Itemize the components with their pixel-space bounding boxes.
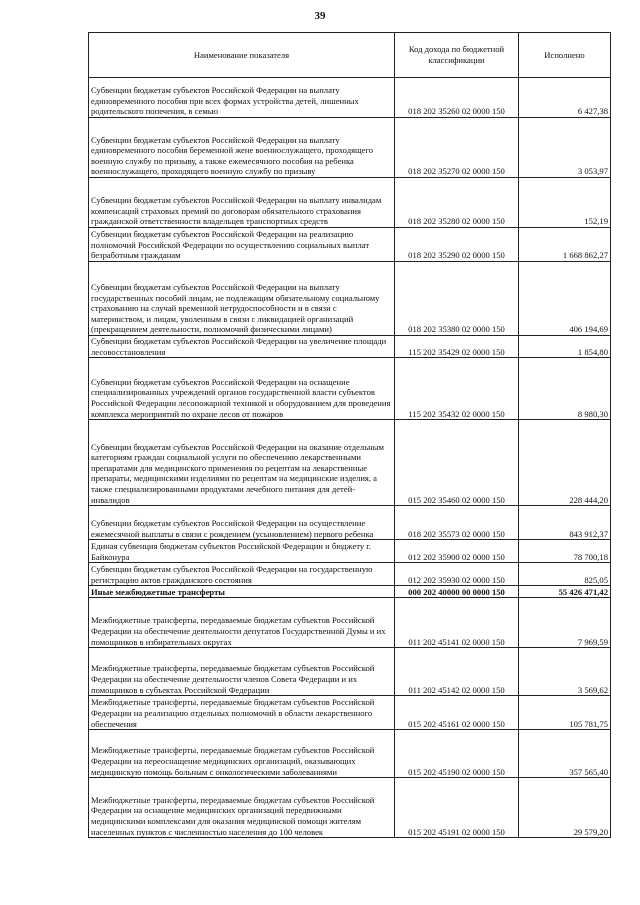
row-code: 011 202 45141 02 0000 150 [395,598,519,648]
row-name: Субвенции бюджетам субъектов Российской Федерации на реализацию полномочий Российской Федерации по осуществлению социальных выплат безработным гражданам [89,228,395,262]
table-row [89,228,611,262]
row-name: Субвенции бюджетам субъектов Российской Федерации на оказание отдельным категориям граждан социальной услуги по обеспечению лекарственными препаратами для медицинского применения по рецептам на лекарственные препараты, медицинскими изделиями по рецептам на медицинские изделия, а также специализированными продуктами лечебного питания для детей-инвалидов [89,420,395,506]
row-code: 018 202 35280 02 0000 150 [395,178,519,228]
row-name: Межбюджетные трансферты, передаваемые бюджетам субъектов Российской Федерации на обеспечение деятельности депутатов Государственной Думы и их помощников в избирательных округах [89,598,395,648]
row-name: Субвенции бюджетам субъектов Российской Федерации на выплату единовременного пособия беременной жене военнослужащего, проходящего военную службу по призыву, а также ежемесячного пособия на ребенка военнослужащего, проходящего военную службу по призыву [89,118,395,178]
row-name: Субвенции бюджетам субъектов Российской Федерации на выплату единовременного пособия при всех формах устройства детей, лишенных родительского попечения, в семью [89,78,395,118]
row-amount: 6 427,38 [519,78,611,118]
table-row [89,506,611,540]
row-name: Межбюджетные трансферты, передаваемые бюджетам субъектов Российской Федерации на реализацию отдельных полномочий в области лекарственного обеспечения [89,696,395,730]
column-header-name: Наименование показателя [89,33,395,78]
row-amount: 3 569,62 [519,648,611,696]
row-amount: 55 426 471,42 [519,586,611,598]
row-amount: 228 444,20 [519,420,611,506]
row-code: 012 202 35930 02 0000 150 [395,563,519,586]
row-amount: 825,05 [519,563,611,586]
row-code: 018 202 35380 02 0000 150 [395,262,519,336]
row-amount: 105 781,75 [519,696,611,730]
row-amount: 1 854,80 [519,336,611,358]
row-code: 018 202 35270 02 0000 150 [395,118,519,178]
row-amount: 843 912,37 [519,506,611,540]
table-row [89,420,611,506]
page-number: 39 [314,10,326,22]
row-code: 011 202 45142 02 0000 150 [395,648,519,696]
row-code: 000 202 40000 00 0000 150 [395,586,519,598]
row-code: 018 202 35290 02 0000 150 [395,228,519,262]
row-amount: 78 700,18 [519,540,611,563]
row-code: 015 202 45161 02 0000 150 [395,696,519,730]
row-code: 018 202 35573 02 0000 150 [395,506,519,540]
table-row [89,178,611,228]
row-code: 015 202 45190 02 0000 150 [395,730,519,778]
row-code: 115 202 35432 02 0000 150 [395,358,519,420]
table-row [89,648,611,696]
column-header-amount: Исполнено [519,33,611,78]
table-row [89,336,611,358]
row-name: Межбюджетные трансферты, передаваемые бюджетам субъектов Российской Федерации на оснащение медицинских организаций передвижными медицинскими комплексами для оказания медицинской помощи жителям населенных пунктов с численностью населения до 100 человек [89,778,395,838]
table-row [89,78,611,118]
row-amount: 1 668 862,27 [519,228,611,262]
row-name: Субвенции бюджетам субъектов Российской Федерации на выплату государственных пособий лицам, не подлежащим обязательному социальному страхованию на случай временной нетрудоспособности и в связи с материнством, и лицам, уволенным в связи с ликвидацией организаций (прекращением деятельности, полномочий физическими лицами) [89,262,395,336]
row-name: Субвенции бюджетам субъектов Российской Федерации на оснащение специализированных учреждений органов государственной власти субъектов Российской Федерации лесопожарной техникой и оборудованием для проведения комплекса мероприятий по охране лесов от пожаров [89,358,395,420]
column-header-code: Код дохода по бюджетной классификации [395,33,519,78]
row-code: 012 202 35900 02 0000 150 [395,540,519,563]
row-name: Субвенции бюджетам субъектов Российской Федерации на выплату инвалидам компенсаций страховых премий по договорам обязательного страхования гражданской ответственности владельцев транспортных средств [89,178,395,228]
row-name: Субвенции бюджетам субъектов Российской Федерации на государственную регистрацию актов гражданского состояния [89,563,395,586]
row-amount: 152,19 [519,178,611,228]
table-row [89,696,611,730]
table-row [89,730,611,778]
row-name: Субвенции бюджетам субъектов Российской Федерации на увеличение площади лесовосстановления [89,336,395,358]
table-row-total [89,586,611,598]
row-name: Субвенции бюджетам субъектов Российской Федерации на осуществление ежемесячной выплаты в связи с рождением (усыновлением) первого ребенка [89,506,395,540]
table-header-row [89,33,611,78]
row-name: Иные межбюджетные трансферты [89,586,395,598]
table-row [89,358,611,420]
row-code: 018 202 35260 02 0000 150 [395,78,519,118]
row-amount: 8 980,30 [519,358,611,420]
row-amount: 7 969,59 [519,598,611,648]
table-row [89,598,611,648]
table-row [89,118,611,178]
table-row [89,540,611,563]
row-amount: 406 194,69 [519,262,611,336]
row-name: Межбюджетные трансферты, передаваемые бюджетам субъектов Российской Федерации на обеспечение деятельности членов Совета Федерации и их помощников в субъектах Российской Федерации [89,648,395,696]
row-amount: 3 053,97 [519,118,611,178]
budget-execution-table [88,32,611,838]
row-amount: 357 565,40 [519,730,611,778]
row-code: 115 202 35429 02 0000 150 [395,336,519,358]
table-row [89,262,611,336]
row-code: 015 202 45191 02 0000 150 [395,778,519,838]
row-code: 015 202 35460 02 0000 150 [395,420,519,506]
row-amount: 29 579,20 [519,778,611,838]
table-row [89,563,611,586]
table-row [89,778,611,838]
row-name: Единая субвенция бюджетам субъектов Российской Федерации и бюджету г. Байконура [89,540,395,563]
row-name: Межбюджетные трансферты, передаваемые бюджетам субъектов Российской Федерации на переоснащение медицинских организаций, оказывающих медицинскую помощь больным с онкологическими заболеваниями [89,730,395,778]
